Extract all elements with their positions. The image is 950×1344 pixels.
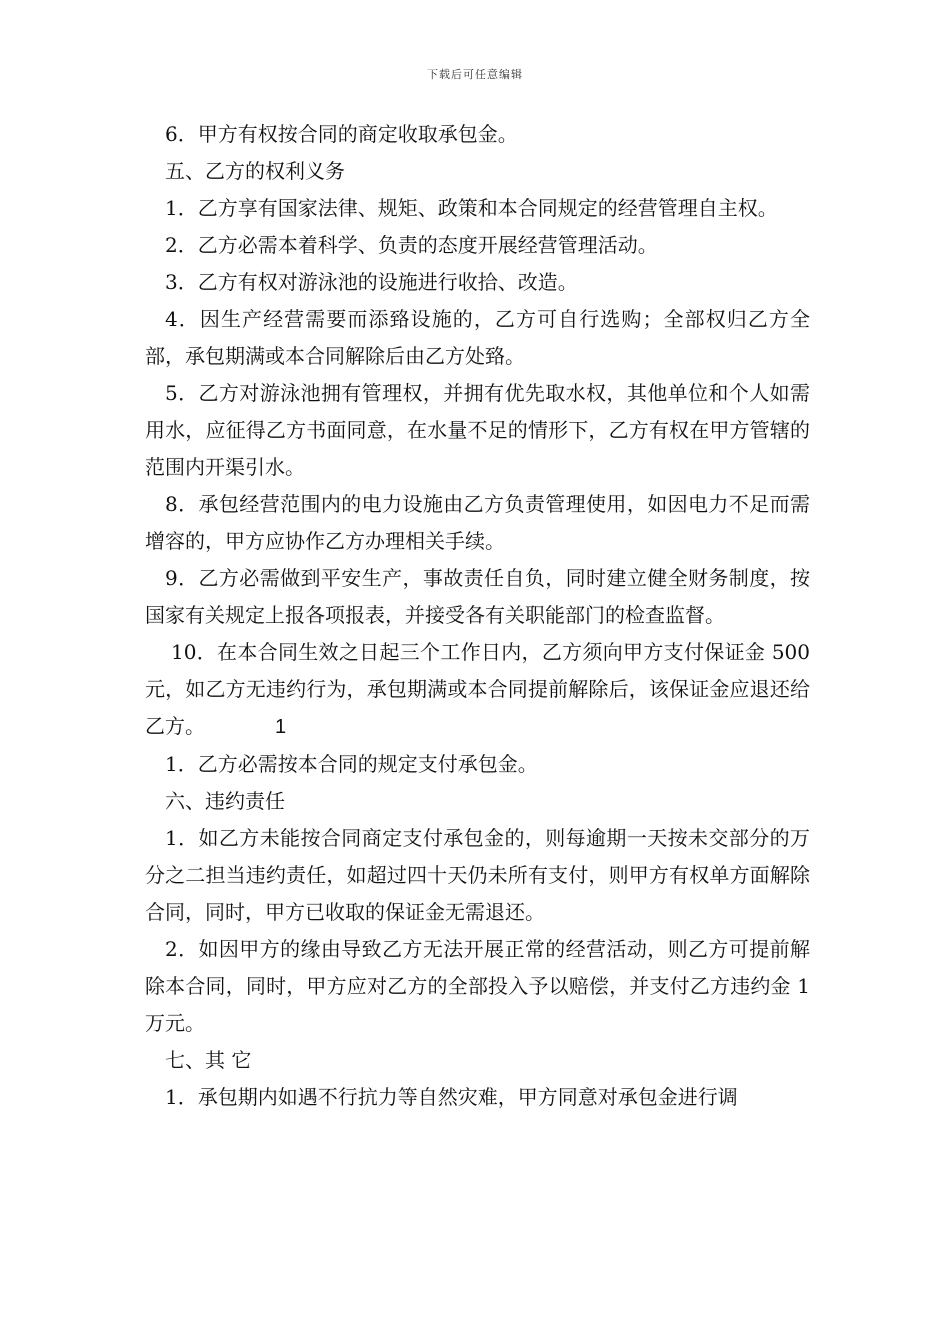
paragraph-item-10-text: 10．在本合同生效之日起三个工作日内，乙方须向甲方支付保证金 500 元，如乙方无违约行为，承包期满或本合同提前解除后，该保证金应退还给乙方。 [145,640,810,738]
document-body [145,116,810,1116]
page-header: 下载后可任意编辑 [427,68,523,81]
section-heading-6: 六、违约责任 [165,789,285,813]
paragraph-item-6-party-a-collect-fee: 6．甲方有权按合同的商定收取承包金。 [165,122,518,146]
paragraph-item-2-attitude: 2．乙方必需本着科学、负责的态度开展经营管理活动。 [165,233,658,257]
paragraph-item-1-pay-fee: 1．乙方必需按本合同的规定支付承包金。 [165,752,538,776]
paragraph-item-4-facilities: 4．因生产经营需要而添臵设施的，乙方可自行选购；全部权归乙方全部，承包期满或本合同解除后由乙方处臵。 [145,307,810,368]
paragraph-item-1-autonomy: 1．乙方享有国家法律、规矩、政策和本合同规定的经营管理自主权。 [165,196,778,220]
paragraph-item-3-renovation: 3．乙方有权对游泳池的设施进行收拾、改造。 [165,270,578,294]
section-heading-7: 七、其 它 [165,1048,252,1072]
paragraph-other-1: 1．承包期内如遇不行抗力等自然灾难，甲方同意对承包金进行调 [165,1085,738,1109]
paragraph-item-9-safety: 9．乙方必需做到平安生产，事故责任自负，同时建立健全财务制度，按国家有关规定上报各项报表，并接受各有关职能部门的检查监督。 [145,566,810,627]
paragraph-item-10-deposit [145,634,810,746]
paragraph-item-8-power: 8．承包经营范围内的电力设施由乙方负责管理使用，如因电力不足而需增容的，甲方应协作乙方办理相关手续。 [145,492,810,553]
section-heading-5: 五、乙方的权利义务 [165,159,345,183]
paragraph-breach-2: 2．如因甲方的缘由导致乙方无法开展正常的经营活动，则乙方可提前解除本合同，同时，甲方应对乙方的全部投入予以赔偿，并支付乙方违约金 1 万元。 [145,937,810,1035]
paragraph-item-5-water-rights: 5．乙方对游泳池拥有管理权，并拥有优先取水权，其他单位和个人如需用水，应征得乙方书面同意，在水量不足的情形下，乙方有权在甲方管辖的范围内开渠引水。 [145,381,810,479]
paragraph-breach-1: 1．如乙方未能按合同商定支付承包金的，则每逾期一天按未交部分的万分之二担当违约责任，如超过四十天仍未所有支付，则甲方有权单方面解除合同，同时，甲方已收取的保证金无需退还。 [145,826,810,924]
page-number: 1 [275,716,287,738]
